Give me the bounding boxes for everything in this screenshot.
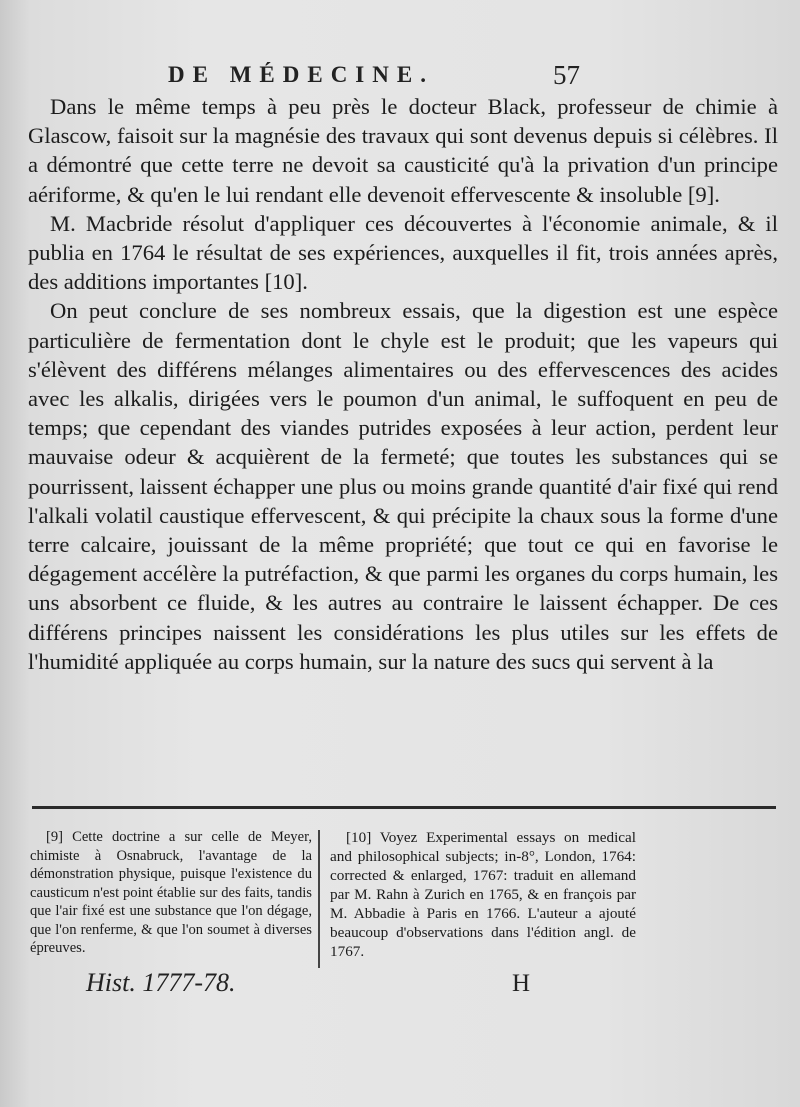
paragraph: On peut conclure de ses nombreux essais, que la digestion est une espèce particulière de fermentation dont le chyle est le produit; que les vapeurs qui s'élèvent des différens mélanges alimentaires ou des effervescences des acides avec les alkalis, dirigées vers le poumon d'un animal, le suffoquent en peu de temps; que cependant des viandes putrides exposées à leur action, perdent leur mauvaise odeur & acquièrent de la fermeté; que toutes les substances qui se pourrissent, laissent échapper une plus ou moins grande quantité d'air fixé qui rend l'alkali volatil caustique effervescent, & qui précipite la chaux sous la forme d'une terre calcaire, jouissant de la même propriété; que tout ce qui en favorise le dégagement accélère la putréfaction, & que parmi les organes du corps humain, les uns absorbent ce fluide, & les autres au contraire le laissent échapper. De ces différens principes naissent les considérations les plus utiles sur les effets de l'humidité appliquée au corps humain, sur la nature des sucs qui servent à la bbox=[28, 298, 778, 674]
footnote-10 bbox=[330, 828, 636, 961]
page-number: 57 bbox=[553, 60, 580, 90]
signature-letter: H bbox=[512, 970, 531, 997]
paragraph: Dans le même temps à peu près le docteur Black, professeur de chimie à Glascow, faisoit sur la magnésie des travaux qui sont devenus depuis si célèbres. Il a démontré que cette terre ne devoit sa causticité qu'à la privation d'un principe aériforme, & qu'en le lui rendant elle devenoit effervescente & insoluble [9]. bbox=[28, 94, 778, 207]
footnote-rule bbox=[32, 806, 776, 809]
signature-mark: Hist. 1777-78. bbox=[86, 968, 236, 997]
main-text bbox=[28, 92, 778, 676]
running-title: DE MÉDECINE. bbox=[168, 62, 434, 87]
footnote-9 bbox=[30, 828, 312, 958]
footnote-text: [9] Cette doctrine a sur celle de Meyer, chimiste à Osnabruck, l'avantage de la démonstration physique, puisque l'existence du causticum n'est point établie sur des faits, tandis que l'air fixé est une substance que l'on dégage, que l'on renferme, & que l'on soumet à diverses épreuves. bbox=[30, 829, 312, 956]
footnotes bbox=[30, 828, 780, 973]
footnote-column-divider bbox=[318, 830, 320, 968]
paragraph: M. Macbride résolut d'appliquer ces découvertes à l'économie animale, & il publia en 1764 le résultat de ses expériences, auxquelles il fit, trois années après, des additions importantes [10]. bbox=[28, 210, 778, 295]
footnote-text: [10] Voyez Experimental essays on medical and philosophical subjects; in-8°, London, 1764: corrected & enlarged, 1767: traduit en allemand par M. Rahn à Zurich en 1765, & en françois par M. Abbadie à Paris en 1766. L'auteur a ajouté beaucoup d'observations dans l'édition angl. de 1767. bbox=[330, 829, 636, 960]
